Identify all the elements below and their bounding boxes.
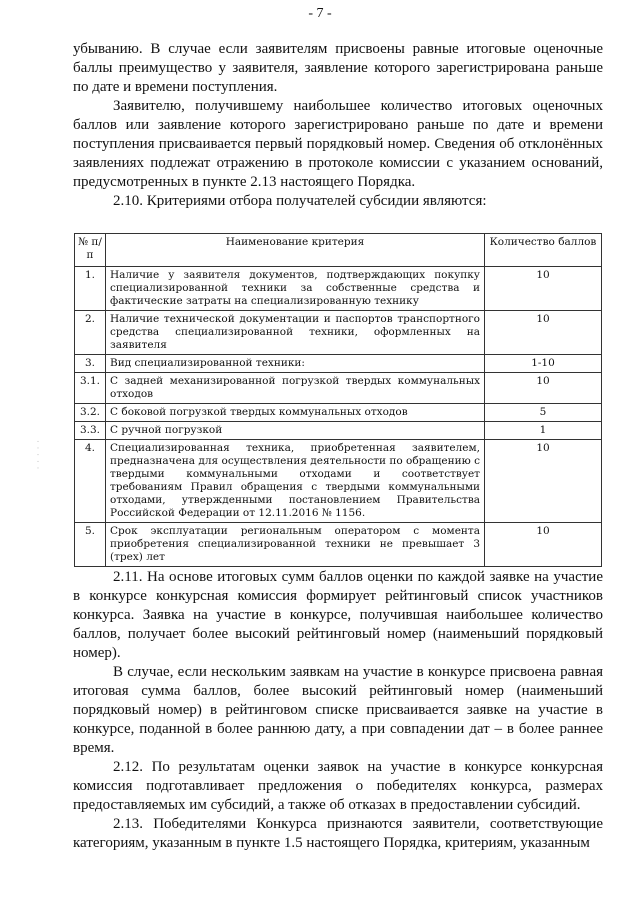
row-points: 10	[485, 373, 602, 404]
row-points: 1	[485, 422, 602, 440]
row-criterion: Наличие у заявителя документов, подтверждающих покупку специализированной техники за собственные средства и фактические затраты на специализированную технику	[106, 267, 485, 311]
table-row	[75, 422, 602, 440]
row-num: 2.	[75, 311, 106, 355]
paragraph: 2.12. По результатам оценки заявок на участие в конкурсе конкурсная комиссия подготавливает предложения о победителях конкурса, размерах предоставляемых им субсидий, а также об отказах в предоставлении субсидий.	[73, 759, 603, 813]
row-points: 10	[485, 440, 602, 523]
row-criterion: Специализированная техника, приобретенная заявителем, предназначена для осуществления деятельности по обращению с твердыми коммунальными отходами и соответствует требованиям Правил обращения с твердыми коммунальными отходами, утвержденными постановлением Правительства Российской Федерации от 12.11.2016 № 1156.	[106, 440, 485, 523]
row-points: 1-10	[485, 355, 602, 373]
row-num: 5.	[75, 523, 106, 567]
row-criterion: Вид специализированной техники:	[106, 355, 485, 373]
paragraph: 2.13. Победителями Конкурса признаются заявители, соответствующие категориям, указанным в пункте 1.5 настоящего Порядка, критериям, указанным	[73, 816, 603, 851]
header-points: Количество баллов	[485, 234, 602, 267]
section-heading: 2.10. Критериями отбора получателей субсидии являются:	[113, 193, 487, 209]
row-points: 5	[485, 404, 602, 422]
row-criterion: С боковой погрузкой твердых коммунальных отходов	[106, 404, 485, 422]
row-num: 3.	[75, 355, 106, 373]
faint-margin-mark: · · · · ·	[33, 440, 42, 471]
row-num: 3.1.	[75, 373, 106, 404]
row-num: 3.2.	[75, 404, 106, 422]
table-row	[75, 267, 602, 311]
row-num: 4.	[75, 440, 106, 523]
criteria-table	[74, 233, 602, 567]
table-row	[75, 404, 602, 422]
row-criterion: С ручной погрузкой	[106, 422, 485, 440]
paragraph: 2.11. На основе итоговых сумм баллов оценки по каждой заявке на участие в конкурсе конкурсная комиссия формирует рейтинговый список участников конкурса. Заявка на участие в конкурсе, получившая наибольшее количество баллов, получает более высокий рейтинговый номер (наименьший порядковый номер).	[73, 569, 603, 661]
header-criterion: Наименование критерия	[106, 234, 485, 267]
row-criterion: С задней механизированной погрузкой твердых коммунальных отходов	[106, 373, 485, 404]
text-block-top	[73, 40, 603, 211]
table-row	[75, 311, 602, 355]
row-criterion: Срок эксплуатации региональным оператором с момента приобретения специализированной техники не превышает 3 (трех) лет	[106, 523, 485, 567]
page-number: - 7 -	[308, 6, 332, 21]
table-row	[75, 440, 602, 523]
row-points: 10	[485, 267, 602, 311]
table-row	[75, 523, 602, 567]
table-row	[75, 373, 602, 404]
table-row	[75, 355, 602, 373]
row-criterion: Наличие технической документации и паспортов транспортного средства специализированной техники, оформленных на заявителя	[106, 311, 485, 355]
row-num: 1.	[75, 267, 106, 311]
row-points: 10	[485, 311, 602, 355]
paragraph: В случае, если нескольким заявкам на участие в конкурсе присвоена равная итоговая сумма баллов, более высокий рейтинговый номер (наименьший порядковый номер) в рейтинговом списке присваивается заявке на участие в конкурсе, поданной в более раннюю дату, а при совпадении дат – в более раннее время.	[73, 664, 603, 756]
row-points: 10	[485, 523, 602, 567]
row-num: 3.3.	[75, 422, 106, 440]
header-num: № п/п	[75, 234, 106, 267]
paragraph: убыванию. В случае если заявителям присвоены равные итоговые оценочные баллы преимущество у заявителя, заявление которого зарегистрирована раньше по дате и времени поступления.	[73, 41, 603, 95]
text-block-bottom	[73, 568, 603, 853]
paragraph: Заявителю, получившему наибольшее количество итоговых оценочных баллов или заявление которого зарегистрировано раньше по дате и времени поступления присваивается первый порядковый номер. Сведения об отклонённых заявлениях подлежат отражению в протоколе комиссии с указанием оснований, предусмотренных в пункте 2.13 настоящего Порядка.	[73, 98, 603, 190]
table-header-row	[75, 234, 602, 267]
